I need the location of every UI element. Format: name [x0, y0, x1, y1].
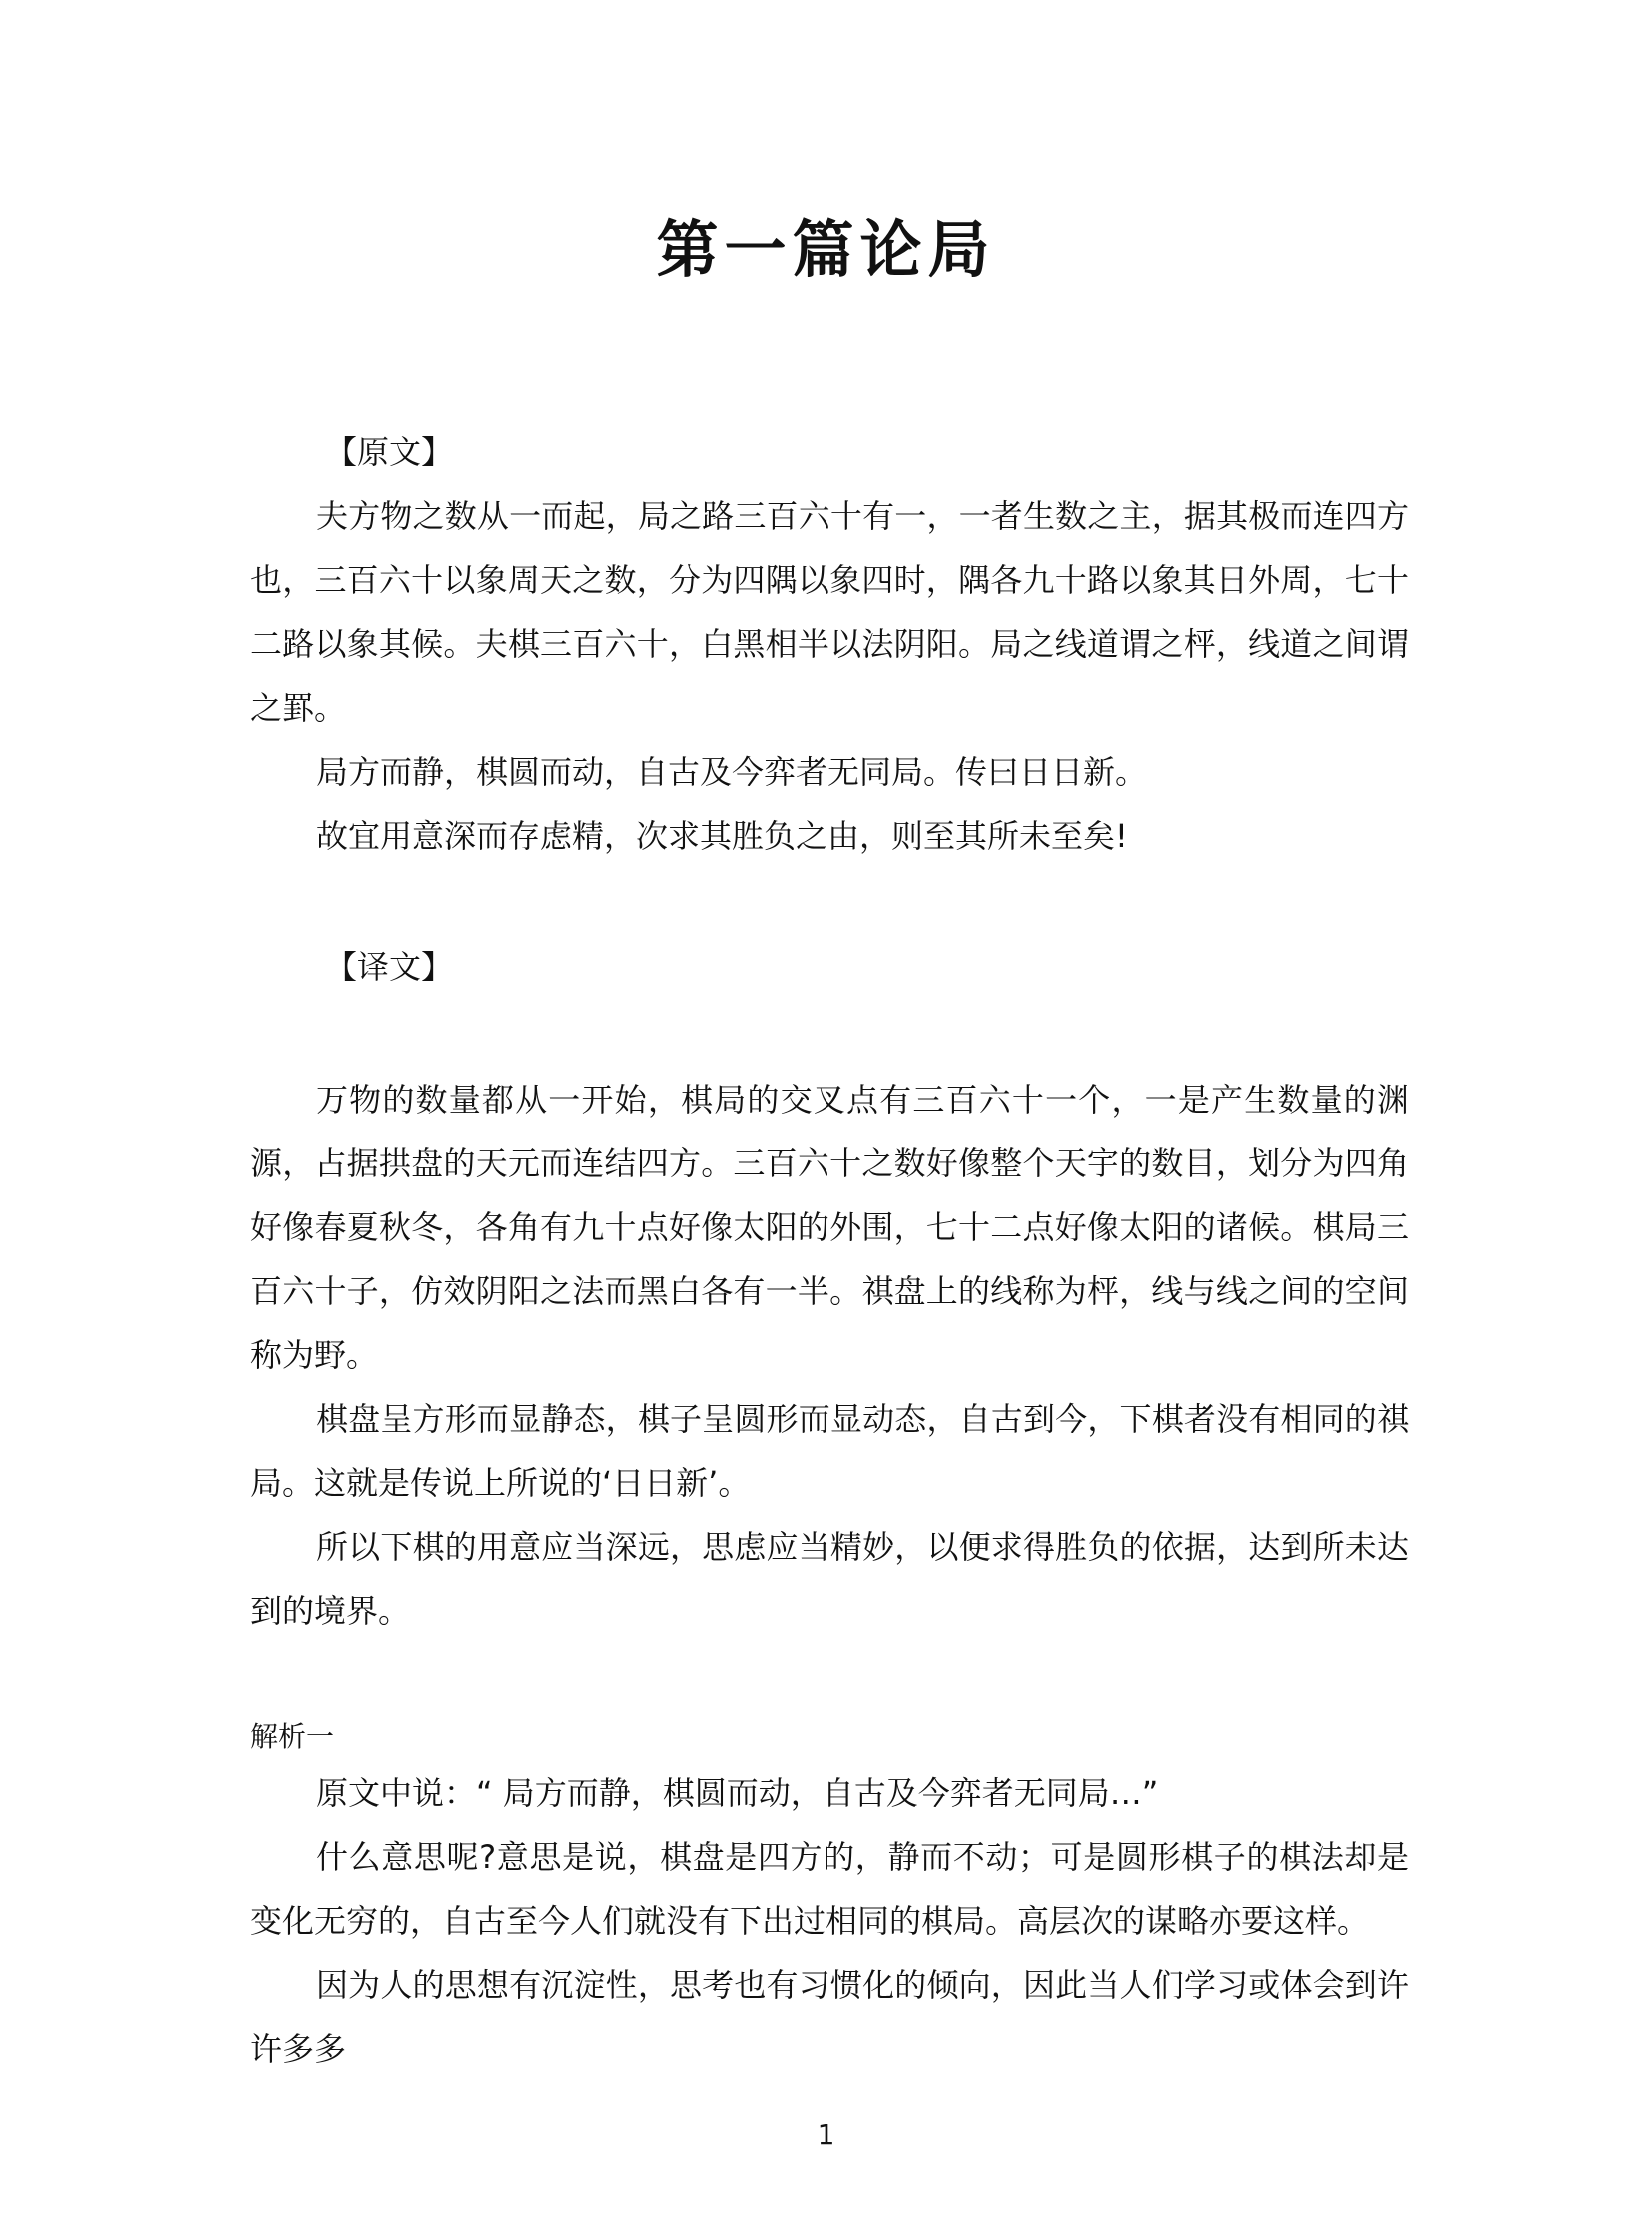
translation-paragraph-2: 棋盘呈方形而显静态，棋子呈圆形而显动态，自古到今，下棋者没有相同的祺局。这就是传说上所说的‘日日新’。	[250, 1400, 1409, 1502]
page-title: 第一篇论局	[656, 213, 996, 286]
original-section	[250, 484, 1409, 868]
page-number: 1	[817, 2118, 835, 2151]
analysis-paragraph-3: 因为人的思想有沉淀性，思考也有习惯化的倾向，因此当人们学习或体会到许许多多	[250, 1966, 1409, 2068]
translation-paragraph-3: 所以下棋的用意应当深远，思虑应当精妙，以便求得胜负的依据，达到所未达到的境界。	[250, 1528, 1409, 1630]
analysis-heading: 解析一	[250, 1720, 335, 1753]
translation-heading: 【译文】	[325, 948, 454, 986]
original-paragraph-1: 夫方物之数从一而起，局之路三百六十有一，一者生数之主，据其极而连四方也，三百六十以象周天之数，分为四隅以象四时，隅各九十路以象其日外周，七十二路以象其候。夫棋三百六十，白黑相半以法阴阳。局之线道谓之枰，线道之间谓之罫。	[250, 497, 1409, 727]
translation-section	[250, 1068, 1409, 1643]
analysis-paragraph-1: 原文中说：“ 局方而静，棋圆而动，自古及今弈者无同局…”	[316, 1774, 1159, 1812]
original-heading: 【原文】	[325, 433, 454, 471]
original-paragraph-2: 局方而静，棋圆而动，自古及今弈者无同局。传曰日日新。	[316, 753, 1148, 791]
analysis-section	[250, 1761, 1409, 2081]
translation-paragraph-1: 万物的数量都从一开始，棋局的交叉点有三百六十一个，一是产生数量的渊源，占据拱盘的天元而连结四方。三百六十之数好像整个天宇的数目，划分为四角好像春夏秋冬，各角有九十点好像太阳的外围，七十二点好像太阳的诸候。棋局三百六十子，仿效阴阳之法而黑白各有一半。祺盘上的线称为枰，线与线之间的空间称为野。	[250, 1081, 1409, 1374]
analysis-paragraph-2: 什么意思呢?意思是说，棋盘是四方的，静而不动；可是圆形棋子的棋法却是变化无穷的，自古至今人们就没有下出过相同的棋局。高层次的谋略亦要这样。	[250, 1838, 1409, 1940]
original-paragraph-3: 故宜用意深而存虑精，次求其胜负之由，则至其所未至矣!	[316, 817, 1128, 855]
